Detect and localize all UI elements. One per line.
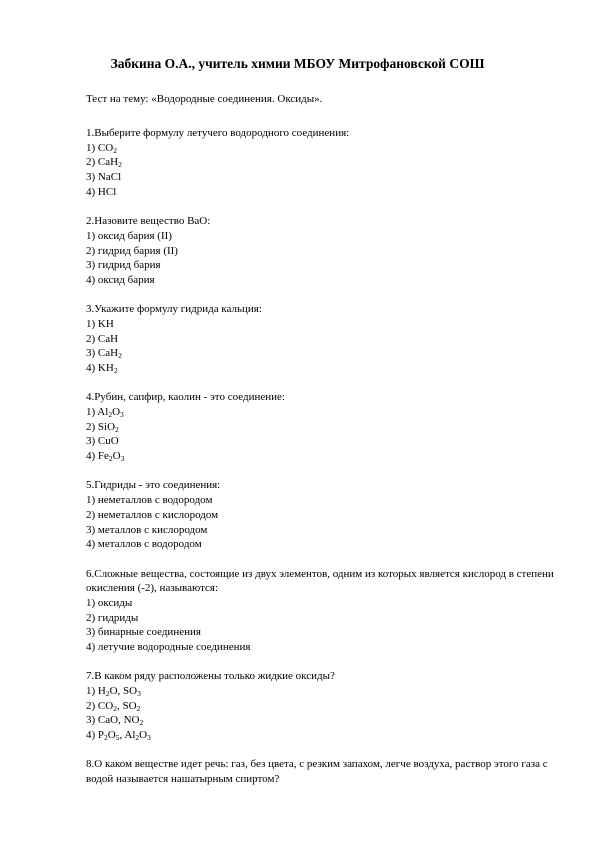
question-block xyxy=(86,567,556,655)
questions-list xyxy=(86,126,556,801)
answer-option: 2) CaH$_2$ xyxy=(86,156,122,170)
answer-option: 3) гидрид бария xyxy=(86,259,161,272)
answer-option: 3) NaCl xyxy=(86,171,122,184)
answer-option: 2) $CO_2$, $SO_2$ xyxy=(86,699,141,713)
answer-option: 2) гидриды xyxy=(86,611,139,624)
answer-option: 2) SiO$_2$ xyxy=(86,420,119,434)
question-block xyxy=(86,757,556,786)
question-text: 4.Рубин, сапфир, каолин - это соединение: xyxy=(86,391,285,404)
answer-option: 3) CuO xyxy=(86,435,119,448)
question-text: 2.Назовите вещество BaO: xyxy=(86,215,211,228)
question-text: 8.О каком веществе идет речь: газ, без цвета, с резким запахом, легче воздуха, раствор этого газа с водой называется нашатырным спиртом? xyxy=(86,758,548,786)
answer-option: 4) летучие водородные соединения xyxy=(86,641,251,654)
question-text: 3.Укажите формулу гидрида кальция: xyxy=(86,303,262,316)
test-subtitle: Тест на тему: «Водородные соединения. Оксиды». xyxy=(86,93,323,105)
answer-option: 1) оксид бария (II) xyxy=(86,229,172,242)
answer-option: 1) $CO_2$ xyxy=(86,141,117,155)
page-title: Забкина О.А., учитель химии МБОУ Митрофановской СОШ xyxy=(110,56,485,71)
question-text: 7.В каком ряду расположены только жидкие оксиды? xyxy=(86,670,335,683)
question-block xyxy=(86,302,556,376)
answer-option: 4) $P_2O_5$, $Al_2O_3$ xyxy=(86,729,151,743)
question-block xyxy=(86,126,556,200)
answer-option: 2) CaH xyxy=(86,332,119,345)
answer-option: 3) бинарные соединения xyxy=(86,626,201,639)
question-text: 5.Гидриды - это соединения: xyxy=(86,479,221,492)
answer-option: 1) $H_2O$, $SO_3$ xyxy=(86,685,141,699)
question-block xyxy=(86,478,556,552)
answer-option: 4) HCl xyxy=(86,185,117,198)
question-block xyxy=(86,390,556,464)
answer-option: 1) KH xyxy=(86,317,114,330)
question-block xyxy=(86,214,556,288)
answer-option: 1) $Al_2O_3$ xyxy=(86,406,124,420)
answer-option: 1) оксиды xyxy=(86,596,133,609)
answer-option: 4) $Fe_2O_3$ xyxy=(86,450,125,464)
answer-option: 4) металлов с водородом xyxy=(86,538,202,551)
question-text: 6.Сложные вещества, состоящие из двух элементов, одним из которых является кислород в степени окисления (-2), называются: xyxy=(86,567,554,595)
question-block xyxy=(86,669,556,743)
answer-option: 2) гидрид бария (II) xyxy=(86,244,178,257)
answer-option: 3) металлов с кислородом xyxy=(86,523,208,536)
answer-option: 1) неметаллов с водородом xyxy=(86,494,213,507)
answer-option: 4) $KH_2$ xyxy=(86,362,118,376)
question-text: 1.Выберите формулу летучего водородного соединения: xyxy=(86,127,350,139)
answer-option: 2) неметаллов с кислородом xyxy=(86,508,219,521)
answer-option: 3) CaO, $NO_2$ xyxy=(86,714,144,728)
answer-option: 4) оксид бария xyxy=(86,273,155,286)
answer-option: 3) CaH$_2$ xyxy=(86,347,122,361)
